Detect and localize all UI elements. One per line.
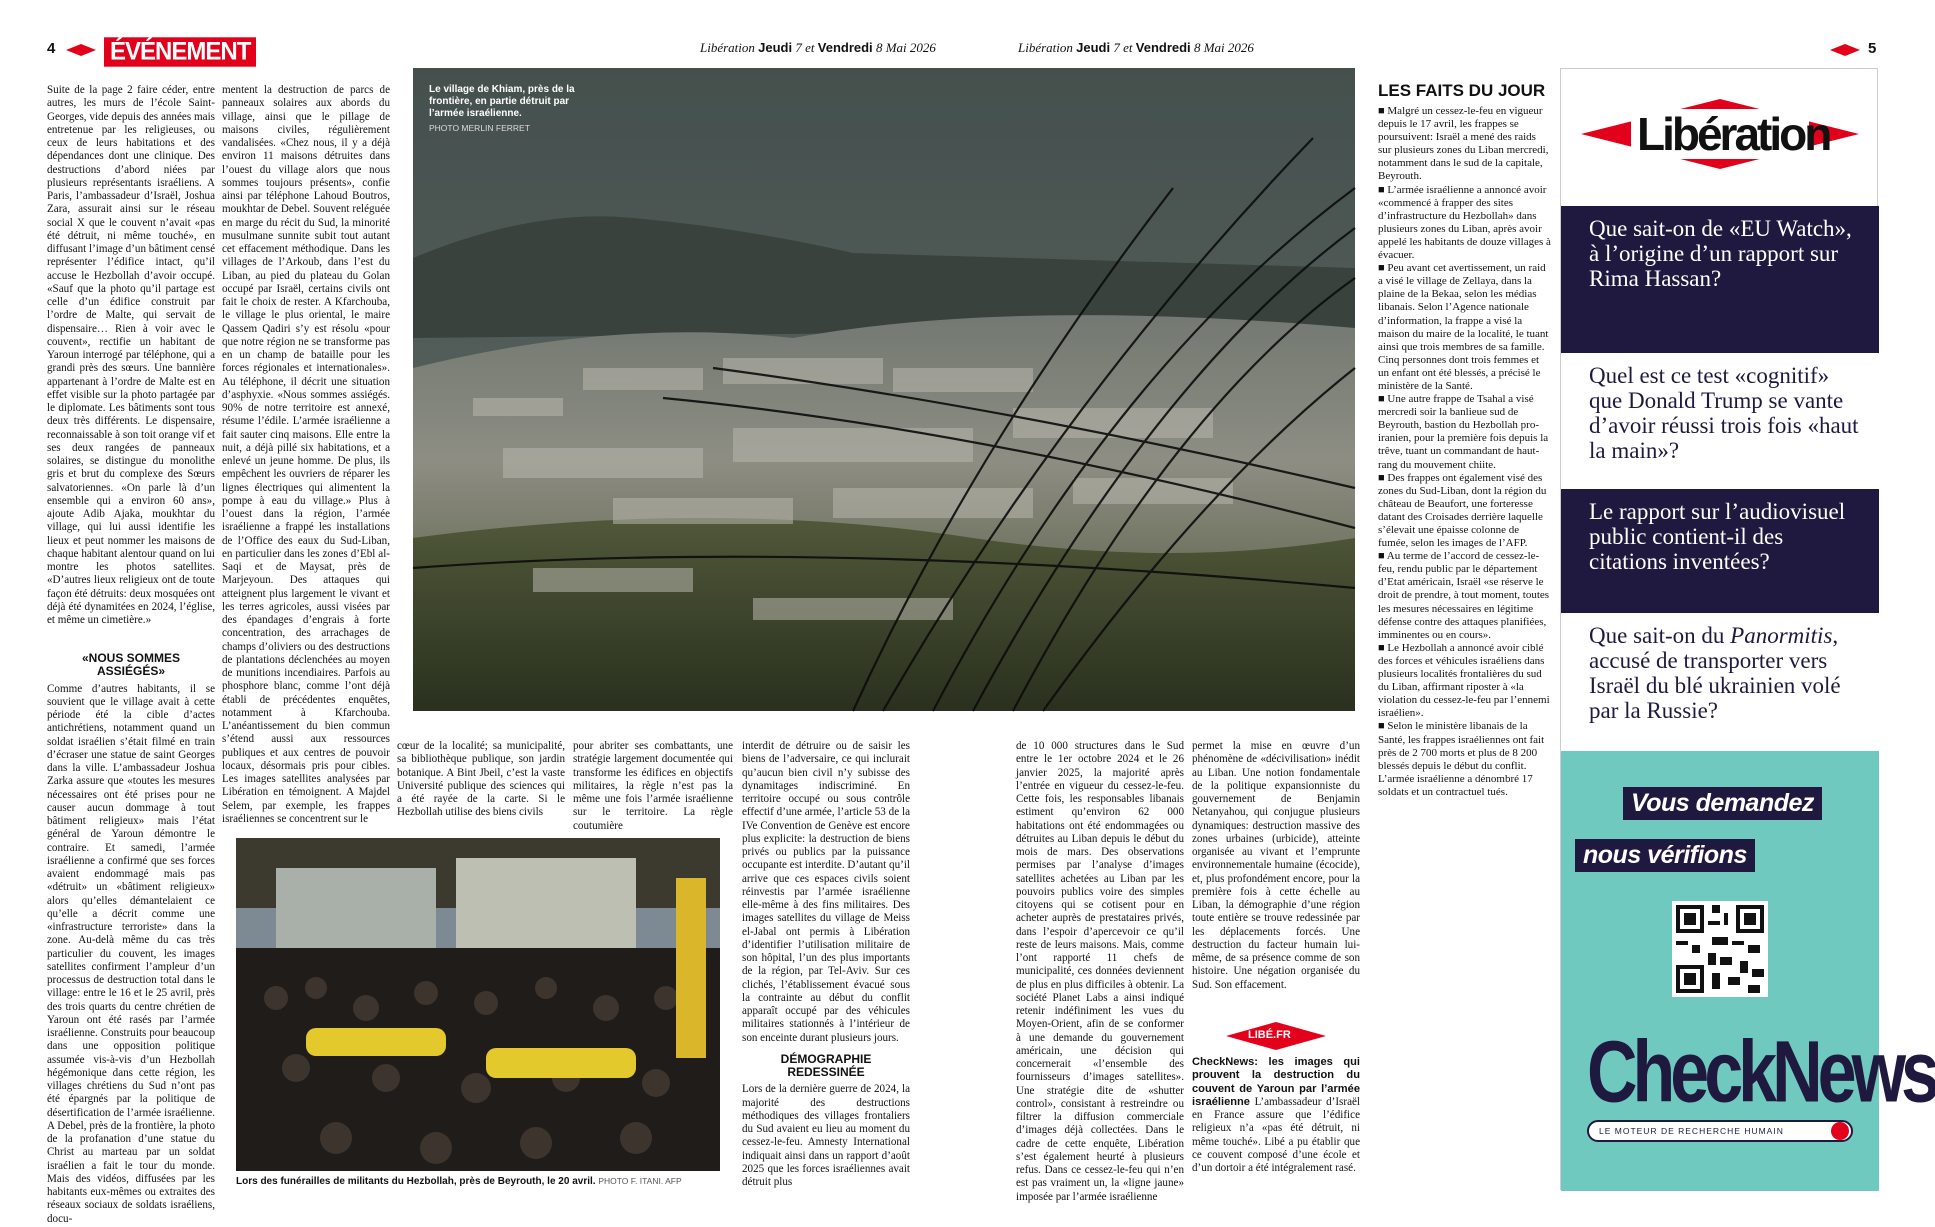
section-label: ÉVÉNEMENT <box>104 37 256 66</box>
article-column-2 <box>222 84 390 825</box>
libe-diamond-icon <box>1830 44 1860 56</box>
bullet-square-icon: ■ <box>1378 471 1388 484</box>
article-column-1 <box>47 84 215 644</box>
checknews-logo: CheckNews LE MOTEUR DE RECHERCHE HUMAIN <box>1587 1024 1853 1144</box>
article-text: Lors de la dernière guerre de 2024, la majorité des destructions méthodiques des villages frontaliers du Sud avaient eu lieu au moment du cessez-le-feu. Amnesty International indiquait ainsi dans un rapport d’août 2025 que les forces israéliennes avait détruit plus <box>742 1083 910 1188</box>
dateline-left: Libération Jeudi 7 et Vendredi 8 Mai 2026 <box>700 40 936 55</box>
article-text: mentent la destruction de parcs de panneaux solaires aux abords du village, ainsi que le pillage de maisons civiles, régulièrement vandalisées. «Chez nous, il y a déjà environ 11 maisons détruites dans l’ouest du village alors que nous sommes toujours présents», confie ainsi par téléphone Lahoud Boutros, moukhtar de Debel. Souvent reléguée en marge du récit du Sud, la minorité musulmane sunnite subit tout autant cet effacement méthodique. Dans les villages de l’Arkoub, dans l’est du Liban, au pied du plateau du Golan occupé par Israël, certains civils ont fait le choix de rester. A Kfarchouba, le village le plus oriental, le maire Qassem Qadiri s’y est résolu «pour que notre région ne se transforme pas en un champ de bataille pour les forces régionales et internationales». Au téléphone, il décrit une situation d’asphyxie. «Nous sommes assiégés. 90% de notre territoire est annexé, résume l’édile. L’armée israélienne a fait sauter cinq maisons. Elle entre la nuit, a déjà pillé six habitations, et a enlevé un jeune homme. De plus, ils empêchent les ouvriers de réparer les lignes électriques qui alimentent la pompe à eau du village.» Plus à l’ouest dans la région, l’armée israélienne a frappé les installations de l’Office des eaux du Sud-Liban, en particulier dans les zones d’Ebl al-Saqi et de Maysat, près de Marjeyoun. Des attaques qui atteignent plus largement le vivant et les terres agricoles, aussi visées par des épandages d’engrais à forte concentration, des arrachages de champs d’oliviers ou des destructions de plantations déclenchées au moyen de munitions incendiaires. Parfois au phosphore blanc, comme l’ont déjà établi de précédentes enquêtes, notamment à Kfarchouba. L’anéantissement du bien commun s’étend aussi aux ressources publiques et aux centres de pouvoir locaux, désormais pris pour cibles. Les images satellites analysées par Libération en témoignent. A Majdel Selem, par exemple, les frappes israéliennes se concentrent sur le <box>222 84 390 825</box>
cta-nous-verifions: nous vérifions <box>1575 839 1755 872</box>
page-header <box>0 0 1920 66</box>
article-text: Comme d’autres habitants, il se souvient que le village avait à cette période été la cible d’actes antichrétiens, notamment quand un soldat israélien s’était filmé en train d’écraser une statue de saint Georges dans la ville. L’ambassadeur Joshua Zarka assure que «toutes les mesures nécessaires ont été prises pour ne causer aucun dommage à tout bâtiment religieux» mais l’état général de Yaroun démontre le contraire. Et samedi, l’armée israélienne a confirmé que ses forces avaient endommagé mais pas «détruit» un «bâtiment religieux» alors qu’elles démantelaient ce qu’elle a décrit comme une «infrastructure terroriste» dans la zone. Au-delà même du cas très particulier du couvent, les images satellites confirment l’ampleur d’un processus de destruction total dans le village: entre le 16 et le 25 avril, près des trois quarts du centre chrétien de Yaroun ont été rasés par l’armée israélienne. Construits pour beaucoup dans une opposition politique assumée vis-à-vis d’un Hezbollah hégémonique dans cette région, les villages chrétiens du Sud n’ont pas été épargnés par la politique de désertification de l’armée israélienne. A Debel, près de la frontière, la photo de la profanation d’une statue du Christ au marteau par un soldat israélien a fait le tour du monde. Mais des vidéos, diffusées par les habitants eux-mêmes ou extraites des réseaux sociaux de soldats israéliens, docu- <box>47 682 215 1225</box>
bullet-square-icon: ■ <box>1378 641 1388 654</box>
cta-vous-demandez: Vous demandez <box>1623 787 1822 820</box>
faits-item: ■ Selon le ministère libanais de la Santé, les frappes israéliennes ont fait près de 2 700 morts et plus de 8 200 blessés depuis le début du conflit. L’armée israélienne a dénombré 17 soldats et un contractuel tués. <box>1378 720 1545 798</box>
checknews-ad[interactable] <box>1560 68 1935 1190</box>
checknews-tagline: LE MOTEUR DE RECHERCHE HUMAIN <box>1587 1120 1853 1142</box>
libe-fr-badge: LIBÉ.FR <box>1192 1022 1360 1050</box>
bullet-square-icon: ■ <box>1378 262 1388 275</box>
funeral-crowd-image <box>236 838 720 1171</box>
article-column-6 <box>1016 740 1184 1203</box>
faits-item: ■ L’armée israélienne a annoncé avoir «commencé à frapper des sites d’infrastructure du Hezbollah» dans plusieurs zones du Liban, après avoir appelé les habitants de douze villages à évacuer. <box>1378 183 1551 262</box>
ad-question-2[interactable]: Quel est ce test «cognitif» que Donald Trump se vante d’avoir réussi trois fois «haut la main»? <box>1561 351 1879 491</box>
libe-fr-box <box>1192 1022 1360 1175</box>
article-text: interdit de détruire ou de saisir les biens de l’adversaire, ce qui inclurait qu’aucun bien civil n’y subisse des dynamitages indiscriminé. En territoire occupé ou sous contrôle effectif d’une armée, l’article 53 de la IVe Convention de Genève est encore plus explicite: la destruction de biens privés ou publics par la puissance occupante est interdite. D’autant qu’il arrive que ces espaces civils soient réinvestis par l’armée israélienne elle-même à des fins militaires. Des images satellites du village de Meiss el-Jabal ont permis à Libération d’identifier l’utilisation militaire de son hôpital, l’un des plus importants de la région, par Tel-Aviv. Sur ces clichés, l’établissement évacué sous la contrainte au début du conflit apparaît occupé par des véhicules militaires stationnés à l’intérieur de son enceinte durant plusieurs jours. <box>742 740 910 1044</box>
ad-question-4[interactable]: Que sait-on du Panormitis, accusé de transporter vers Israël du blé ukrainien volé par la Russie? <box>1561 611 1879 751</box>
article-column-1b <box>47 646 215 1225</box>
article-text: Suite de la page 2 faire céder, entre autres, les murs de l’école Saint-Georges, vide depuis des années mais entretenue par les religieuses, ou ceux de leurs habitations et des dépendances dont une clinique. Des destructions d’abord niées par plusieurs représentants israéliens. A Paris, l’ambassadeur d’Israël, Joshua Zara, assurait ainsi sur le réseau social X que le couvent n’avait «pas été détruit, ni même touché», en diffusant l’image d’un bâtiment censé représenter l’édifice intact, qu’il accuse le Hezbollah d’avoir occupé. «Sauf que la photo qu’il partage est celle d’un édifice construit par l’ordre de Malte, qui servait de dispensaire… Rien à voir avec le couvent», rectifie un habitant de Yaroun interrogé par téléphone, qui a grandi près des sœurs. Une bannière appartenant à l’ordre de Malte est en effet visible sur la photo partagée par le diplomate. Les bâtiments sont tous deux très différents. Le dispensaire, reconnaissable à son toit orange vif et ses deux rangées de panneaux solaires, se distingue du monolithe gris et brut du complexe des Sœurs salvatoriennes. «On parle là d’un ensemble qui a environ 60 ans», ajoute Adib Ajaka, moukhtar du village, qui lui aussi identifie les lieux et peut nommer les maisons de chaque habitant alentour quand on lui montre les photos satellites. «D’autres lieux religieux ont de toute façon été détruits: deux mosquées ont déjà été dynamitées en 2024, l’église, et même un cimetière.» <box>47 84 215 626</box>
article-text: cœur de la localité; sa municipalité, sa bibliothèque publique, son jardin botanique. A Bint Jbeil, c’est la vaste Université publique des sciences qui a été rayée de la carte. Si le Hezbollah utilise des biens civils <box>397 740 565 819</box>
village-landscape-image <box>413 68 1355 711</box>
article-text: permet la mise en œuvre d’un phénomène de «décivilisation» inédit au Liban. Une notion fondamentale de la politique expansionniste du gouvernement de Benjamin Netanyahou, qui conjugue plusieurs dynamiques: destruction massive des zones urbaines (urbicide), atteinte organisée au vivant et l’emprunte environnementale humaine (écocide), et, plus profondément encore, pour la première fois à cette échelle au Liban, la démographie d’une région toute entière se trouve redessinée par les déplacements forcés. Une destruction du facteur humain lui-même, de sa présence comme de son histoire. Une négation organisée du Sud. Son effacement. <box>1192 740 1360 991</box>
article-column-4 <box>573 740 733 830</box>
article-text: pour abriter ses combattants, une stratégie largement documentée qui transforme les édifices en objectifs militaires, la règle n’est pas la même une fois l’armée israélienne sur le territoire. La règle coutumière <box>573 740 733 832</box>
faits-item: ■ Peu avant cet avertissement, un raid a visé le village de Zellaya, dans la plaine de la Bekaa, selon les médias libanais. Selon l’Agence nationale d’information, la frappe a visé la maison du maire de la localité, le tuant ainsi que trois membres de sa famille. Cinq personnes dont trois femmes et un enfant ont été blessés, a précisé le ministère de la Santé. <box>1378 262 1549 392</box>
funeral-caption: Lors des funérailles de militants du Hezbollah, près de Beyrouth, le 20 avril. PHOTO F. ITANI. AFP <box>236 1176 682 1187</box>
photo-credit: PHOTO MERLIN FERRET <box>429 123 530 133</box>
photo-funeral <box>236 838 720 1171</box>
libe-diamond-icon <box>66 44 96 56</box>
faits-item: ■ Des frappes ont également visé des zones du Sud-Liban, dont la région du château de Beaufort, une forteresse datant des Croisades derrière laquelle s’élevait une épaisse colonne de fumée, selon les images de l’AFP. <box>1378 471 1547 550</box>
bullet-square-icon: ■ <box>1378 720 1388 733</box>
page-number-right: 5 <box>1868 40 1877 57</box>
article-column-5 <box>742 740 910 1188</box>
qr-code[interactable] <box>1672 901 1768 997</box>
subheading: DÉMOGRAPHIE REDESSINÉE <box>780 1051 872 1079</box>
faits-du-jour <box>1378 82 1552 799</box>
libe-fr-text: CheckNews: les images qui prouvent la destruction du couvent de Yaroun par l’armée israélienne L’ambassadeur d’Israël en France assure que l’édifice religieux n’a «pas été détruit, ni même touché». Libé a pu établir que ce couvent composé d’une école et d’un dortoir a été intégralement rasé. <box>1192 1056 1360 1174</box>
article-column-3 <box>397 740 565 830</box>
faits-item: ■ Au terme de l’accord de cessez-le-feu, rendu public par le département d’Etat américain, Israël «se réserve le droit de prendre, à tout moment, toutes les mesures nécessaires en légitime défense contre des attaques planifiées, imminentes ou en cours». <box>1378 550 1550 641</box>
dateline-right: Libération Jeudi 7 et Vendredi 8 Mai 2026 <box>1018 40 1254 55</box>
qr-code-icon <box>1672 901 1768 997</box>
user-icon <box>1831 1122 1849 1140</box>
ad-question-3[interactable]: Le rapport sur l’audiovisuel public contient-il des citations inventées? <box>1561 489 1879 679</box>
faits-item: ■ Le Hezbollah a annoncé avoir ciblé des forces et véhicules israéliens dans plusieurs localités frontalières du sud du Liban, affirmant riposter à «la violation du cessez-le-feu par l’ennemi israélien». <box>1378 641 1550 720</box>
photo-caption: Le village de Khiam, près de la frontière, en partie détruit par l’armée israélienne. <box>429 84 575 119</box>
subheading: «NOUS SOMMES ASSIÉGÉS» <box>81 651 180 679</box>
faits-item: ■ Malgré un cessez-le-feu en vigueur depuis le 17 avril, les frappes se poursuivent: Israël a mené des raids sur plusieurs zones du Liban mercredi, notamment dans le sud de la capitale, Beyrouth. <box>1378 105 1549 183</box>
bullet-square-icon: ■ <box>1378 105 1388 117</box>
faits-title: LES FAITS DU JOUR <box>1378 81 1546 100</box>
bullet-square-icon: ■ <box>1378 393 1388 406</box>
faits-list <box>1378 105 1552 799</box>
liberation-logo: Libération <box>1581 89 1859 179</box>
ad-question-1[interactable]: Que sait-on de «EU Watch», à l’origine d’un rapport sur Rima Hassan? <box>1561 206 1879 431</box>
bullet-square-icon: ■ <box>1378 550 1387 563</box>
faits-item: ■ Une autre frappe de Tsahal a visé mercredi soir la banlieue sud de Beyrouth, bastion du Hezbollah pro-iranien, pour la première fois depuis la trêve, tuant un commandant de haut-rang du mouvement chiite. <box>1378 393 1549 471</box>
bullet-square-icon: ■ <box>1378 183 1388 196</box>
article-text: de 10 000 structures dans le Sud entre le 1er octobre 2024 et le 26 janvier 2025, la majorité après l’entrée en vigueur du cessez-le-feu. Cette fois, les responsables libanais estiment qu’environ 62 000 habitations ont été endommagées ou détruites au Liban depuis le début du mois de mars. Des observations permises par l’analyse d’images satellites achetées au Liban par les pouvoirs publics voire des simples citoyens qui se cotisent pour en acheter auprès de prestataires privés, dans l’espoir d’apercevoir ce qu’il reste de leurs maisons. Mais, comme l’ont rapporté 11 chefs de municipalité, ces données deviennent de plus en plus difficiles à obtenir. La société Planet Labs a ainsi indiqué retenir indéfiniment les vues du Moyen-Orient, afin de se conformer à une demande du gouvernement américain, une décision qui concernerait «l’ensemble des fournisseurs d’images satellites». Une stratégie dite de «shutter control», consistant à restreindre ou filtrer la diffusion commerciale d’images déjà collectées. Dans le cadre de cette enquête, Libération s’est également heurté à plusieurs refus. Dans ce cessez-le-feu qui n’en est pas vraiment un, la «ligne jaune» imposée par l’armée israélienne <box>1016 740 1184 1203</box>
photo-khiam <box>413 68 1355 711</box>
article-column-7 <box>1192 740 1360 998</box>
page-number-left: 4 <box>47 40 56 57</box>
